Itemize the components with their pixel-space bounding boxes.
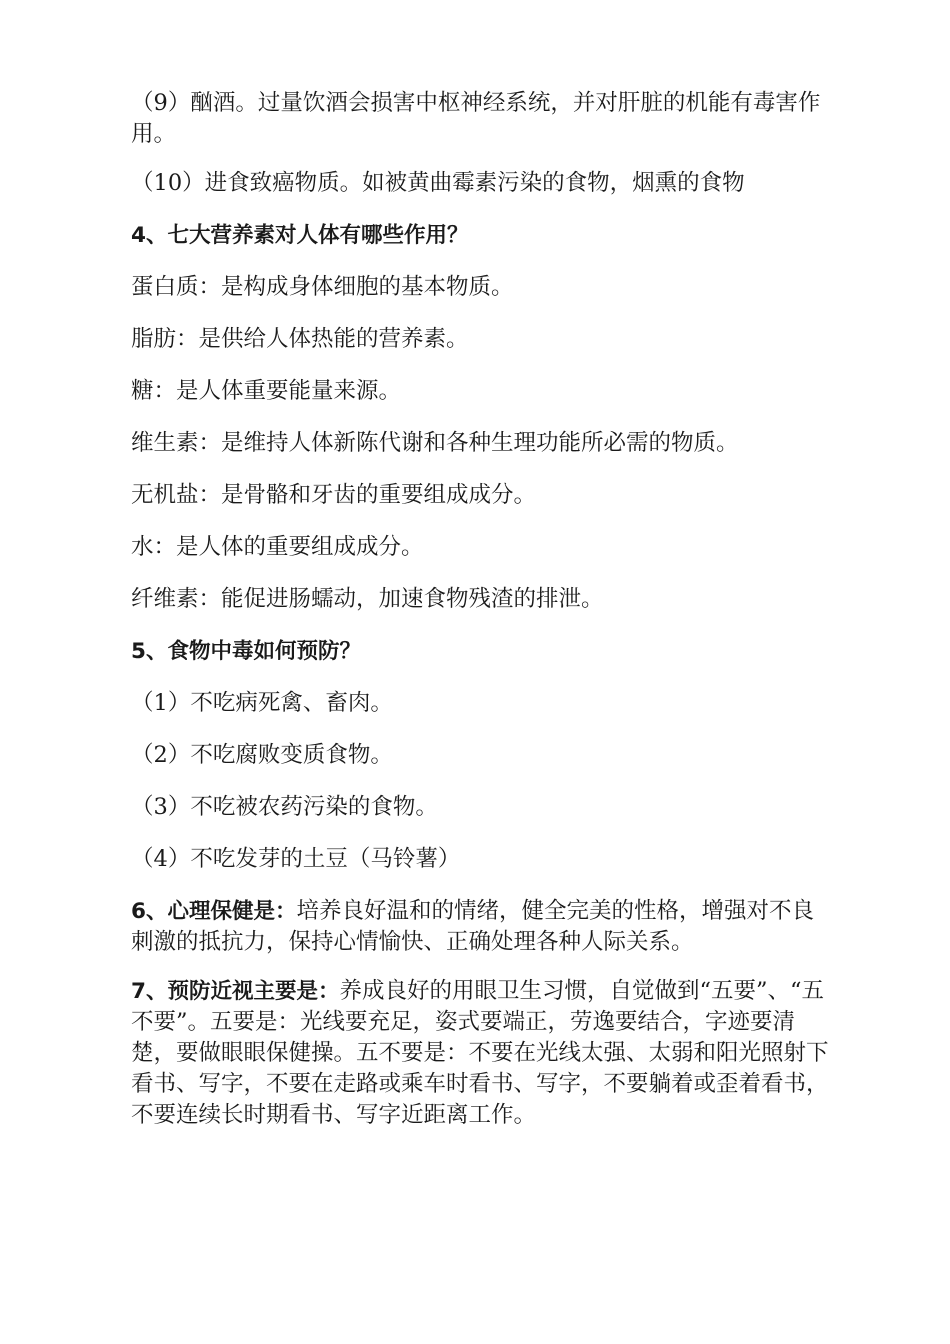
section-6-body: 培养良好温和的情绪，健全完美的性格，增强对不良刺激的抵抗力，保持心情愉快、正确处理各种人际关系。 — [131, 898, 814, 955]
item-10-carcinogens: （10）进食致癌物质。如被黄曲霉素污染的食物，烟熏的食物 — [131, 170, 745, 196]
prevention-item-1: （1）不吃病死禽、畜肉。 — [131, 690, 393, 716]
nutrient-water: 水：是人体的重要组成成分。 — [131, 534, 424, 560]
prevention-item-4: （4）不吃发芽的土豆（马铃薯） — [131, 846, 461, 872]
nutrient-fat: 脂肪：是供给人体热能的营养素。 — [131, 326, 469, 352]
nutrient-vitamin: 维生素：是维持人体新陈代谢和各种生理功能所必需的物质。 — [131, 430, 739, 456]
prevention-item-3: （3）不吃被农药污染的食物。 — [131, 794, 438, 820]
nutrient-mineral: 无机盐：是骨骼和牙齿的重要组成成分。 — [131, 482, 537, 508]
nutrient-protein: 蛋白质：是构成身体细胞的基本物质。 — [131, 274, 514, 300]
prevention-item-2: （2）不吃腐败变质食物。 — [131, 742, 393, 768]
nutrient-fiber: 纤维素：能促进肠蠕动，加速食物残渣的排泄。 — [131, 586, 604, 612]
section-5-heading: 5、食物中毒如何预防？ — [131, 639, 361, 664]
document-page — [131, 88, 831, 1149]
section-7-body: 养成良好的用眼卫生习惯，自觉做到“五要”、“五不要”。五要是：光线要充足，姿式要端正，劳逸要结合，字迹要清楚，要做眼眼保健操。五不要是：不要在光线太强、太弱和阳光照射下看书、写字，不要在走路或乘车时看书、写字，不要躺着或歪着看书，不要连续长时期看书、写字近距离工作。 — [131, 978, 829, 1128]
section-6-paragraph — [131, 896, 831, 958]
item-9-alcohol: （9）酗酒。过量饮酒会损害中枢神经系统，并对肝脏的机能有毒害作用。 — [131, 90, 821, 147]
section-4-heading: 4、七大营养素对人体有哪些作用？ — [131, 223, 469, 248]
section-7-paragraph — [131, 976, 831, 1131]
section-7-lead: 7、预防近视主要是： — [131, 979, 340, 1004]
section-6-lead: 6、心理保健是： — [131, 899, 297, 924]
nutrient-sugar: 糖：是人体重要能量来源。 — [131, 378, 402, 404]
